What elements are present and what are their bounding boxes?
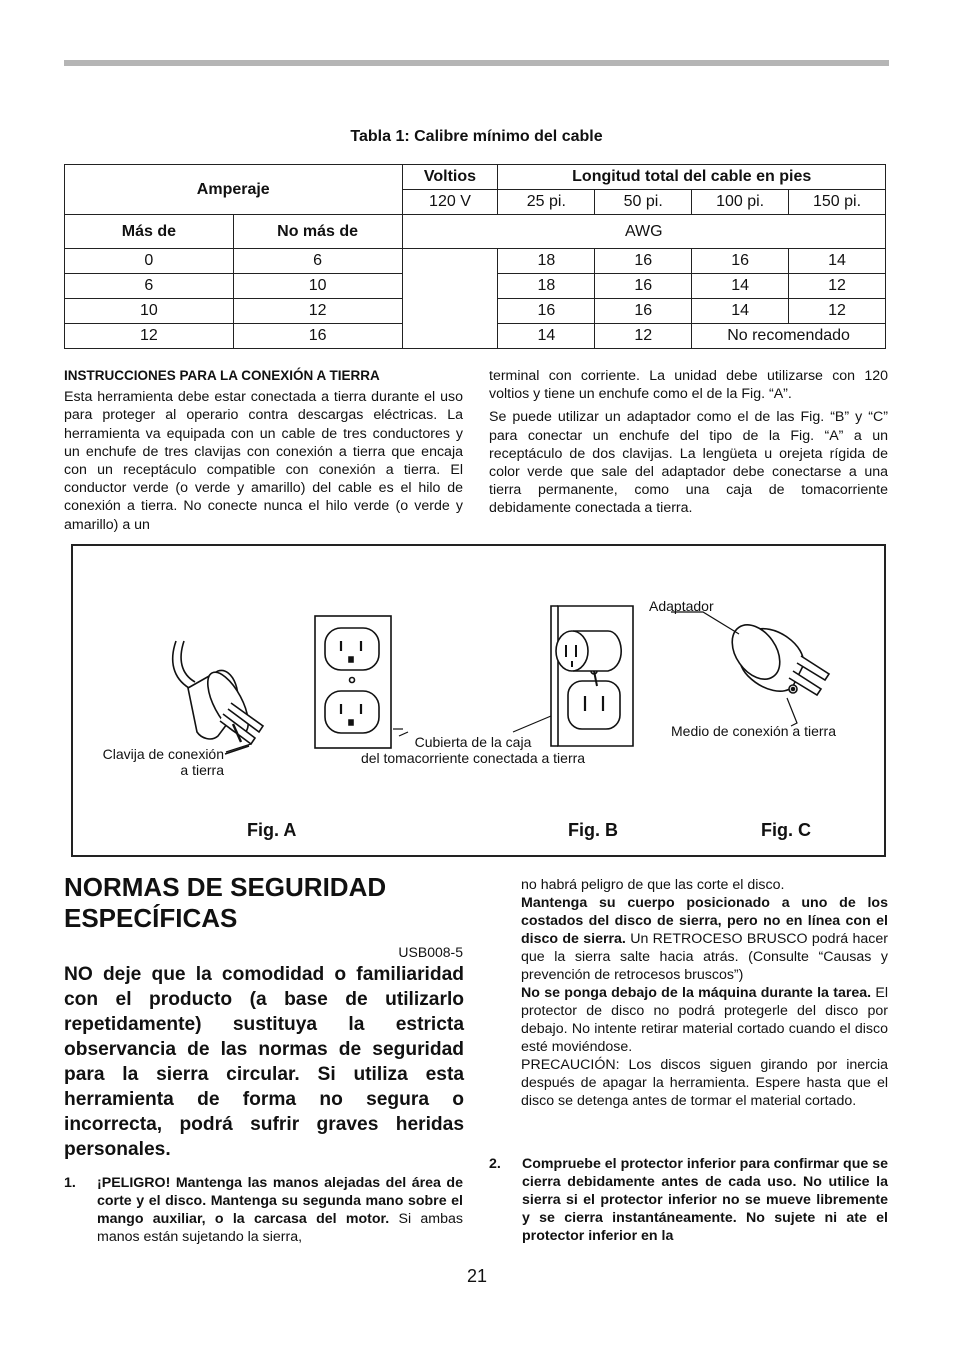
item-bold-text: Compruebe el protector inferior para confirmar que se cierra debidamente antes de cada uso. No utilice la sierra si el protector inferior no se mueve libremente y se cierra instantáneamente. No sujete ni ate el protector inferior en la bbox=[522, 1156, 888, 1244]
under-machine-bold: No se ponga debajo de la máquina durante la tarea. bbox=[521, 985, 872, 1001]
table-cell: 14 bbox=[692, 274, 789, 299]
table-cell: 12 bbox=[595, 324, 692, 349]
table-cell: 18 bbox=[498, 249, 595, 274]
section-title-line1: NORMAS DE SEGURIDAD bbox=[64, 872, 387, 902]
grounding-paragraph-adapter: Se puede utilizar un adaptador como el de las Fig. “B” y “C” para conectar un enchufe del tipo de la Fig. “A” a un receptáculo de dos clavijas. La lengüeta u orejeta rígida de color verde que sale del adaptador debe conectarse a una tierra permanente, como una caja de tomacorriente debidamente conectada a tierra. bbox=[489, 409, 888, 517]
label-cubierta-line2: del tomacorriente conectada a tierra bbox=[360, 750, 586, 766]
grounded-plug-drawing bbox=[173, 641, 263, 754]
table-cell: 12 bbox=[233, 299, 402, 324]
fig-b-label: Fig. B bbox=[568, 820, 618, 840]
safety-item-1 bbox=[64, 1174, 463, 1246]
header-longitud: Longitud total del cable en pies bbox=[498, 165, 886, 190]
volt-value: 120 V bbox=[402, 190, 498, 215]
section-title-line2: ESPECÍFICAS bbox=[64, 903, 238, 933]
table-cell: 16 bbox=[595, 299, 692, 324]
general-warning: NO deje que la comodidad o familiaridad con el producto (a base de utilizarlo repetidamente) sustituya la estricta observancia de las normas de seguridad para la sierra circular. Si utiliza esta herramienta de forma no segura o incorrecta, podrá sufrir graves heridas personales. bbox=[64, 964, 464, 1160]
label-cubierta bbox=[338, 734, 608, 766]
table-empty-cell bbox=[402, 249, 498, 349]
table-cell: 16 bbox=[595, 249, 692, 274]
safety-item-2 bbox=[489, 1155, 888, 1245]
item-number: 2. bbox=[489, 1156, 501, 1172]
header-voltios: Voltios bbox=[402, 165, 498, 190]
table-cell: 14 bbox=[789, 249, 886, 274]
document-code: USB008-5 bbox=[398, 944, 463, 960]
grounding-right-column bbox=[489, 367, 888, 523]
length-50: 50 pi. bbox=[595, 190, 692, 215]
table-title: Tabla 1: Calibre mínimo del cable bbox=[350, 128, 603, 145]
length-25: 25 pi. bbox=[498, 190, 595, 215]
grounding-left-column bbox=[64, 367, 463, 539]
outlet-plate-drawing bbox=[315, 616, 391, 748]
fig-a-label: Fig. A bbox=[247, 820, 297, 840]
fig-c-label: Fig. C bbox=[761, 820, 811, 840]
table-cell: 16 bbox=[692, 249, 789, 274]
table-cell: 10 bbox=[65, 299, 234, 324]
header-mas-de: Más de bbox=[65, 215, 234, 249]
table-cell: 12 bbox=[65, 324, 234, 349]
header-amperaje: Amperaje bbox=[65, 165, 403, 215]
length-100: 100 pi. bbox=[692, 190, 789, 215]
table-cell: 10 bbox=[233, 274, 402, 299]
safety-right-column bbox=[521, 876, 888, 1110]
body-position-text: Un RETROCESO BRUSCO podrá hacer que la sierra salte hacia atrás. (Consulte “Causas y prevención de retrocesos bruscos”) bbox=[521, 931, 888, 983]
table-cell: 6 bbox=[233, 249, 402, 274]
adapter-drawing bbox=[722, 616, 829, 695]
label-clavija-line1: Clavija de conexión bbox=[102, 746, 224, 762]
table-cell: 12 bbox=[789, 299, 886, 324]
header-no-mas-de: No más de bbox=[233, 215, 402, 249]
header-rule bbox=[64, 60, 889, 66]
label-adaptador: Adaptador bbox=[649, 598, 714, 614]
adapter-outlet-drawing bbox=[551, 606, 633, 746]
grounding-figure bbox=[71, 544, 886, 857]
item-number: 1. bbox=[64, 1175, 76, 1191]
caution-text: PRECAUCIÓN: Los discos siguen girando por inercia después de apagar la herramienta. Espere hasta que el disco se detenga antes de tormar el material cortado. bbox=[521, 1057, 888, 1109]
label-clavija bbox=[78, 746, 224, 778]
grounding-heading: INSTRUCCIONES PARA LA CONEXIÓN A TIERRA bbox=[64, 368, 380, 383]
under-machine-text: El protector de disco no podrá protegerle del disco por debajo. No intente retirar material cortado cuando el disco esté moviéndose. bbox=[521, 985, 889, 1055]
wire-gauge-table bbox=[64, 164, 886, 349]
item1-continuation: no habrá peligro de que las corte el disco. bbox=[521, 877, 785, 893]
table-cell: 16 bbox=[595, 274, 692, 299]
table-cell: 12 bbox=[789, 274, 886, 299]
label-clavija-line2: a tierra bbox=[180, 762, 224, 778]
table-cell: 14 bbox=[692, 299, 789, 324]
not-recommended-cell: No recomendado bbox=[692, 324, 886, 349]
section-title bbox=[64, 872, 464, 934]
table-cell: 18 bbox=[498, 274, 595, 299]
table-cell: 16 bbox=[498, 299, 595, 324]
plug-illustration bbox=[73, 546, 884, 855]
table-cell: 14 bbox=[498, 324, 595, 349]
label-medio-tierra: Medio de conexión a tierra bbox=[671, 723, 836, 739]
header-awg: AWG bbox=[402, 215, 886, 249]
table-cell: 16 bbox=[233, 324, 402, 349]
item-bold-text: ¡PELIGRO! Mantenga las manos alejadas del área de corte y el disco. Mantenga su segunda mano sobre el mango auxiliar, o la carcasa del motor. bbox=[97, 1175, 463, 1227]
item-text: Si ambas manos están sujetando la sierra, bbox=[97, 1211, 463, 1245]
body-position-bold: Mantenga su cuerpo posicionado a uno de los costados del disco de sierra, pero no en línea con el disco de sierra. bbox=[521, 895, 888, 947]
page-number: 21 bbox=[466, 1266, 488, 1286]
table-cell: 6 bbox=[65, 274, 234, 299]
label-cubierta-line1: Cubierta de la caja bbox=[414, 734, 532, 750]
table-cell: 0 bbox=[65, 249, 234, 274]
length-150: 150 pi. bbox=[789, 190, 886, 215]
grounding-paragraph: Esta herramienta debe estar conectada a tierra durante el uso para proteger al operario contra descargas eléctricas. La herramienta va equipada con un cable de tres conductores y un enchufe de tres clavijas con conexión a tierra que encaja con un receptáculo compatible con conexión a tierra. El conductor verde (o verde y amarillo) del cable es el hilo de conexión a tierra. No conecte nunca el hilo verde (o verde y amarillo) a un bbox=[64, 389, 463, 533]
grounding-paragraph-cont: terminal con corriente. La unidad debe utilizarse con 120 voltios y tiene un enchufe como el de la Fig. “A”. bbox=[489, 368, 888, 403]
